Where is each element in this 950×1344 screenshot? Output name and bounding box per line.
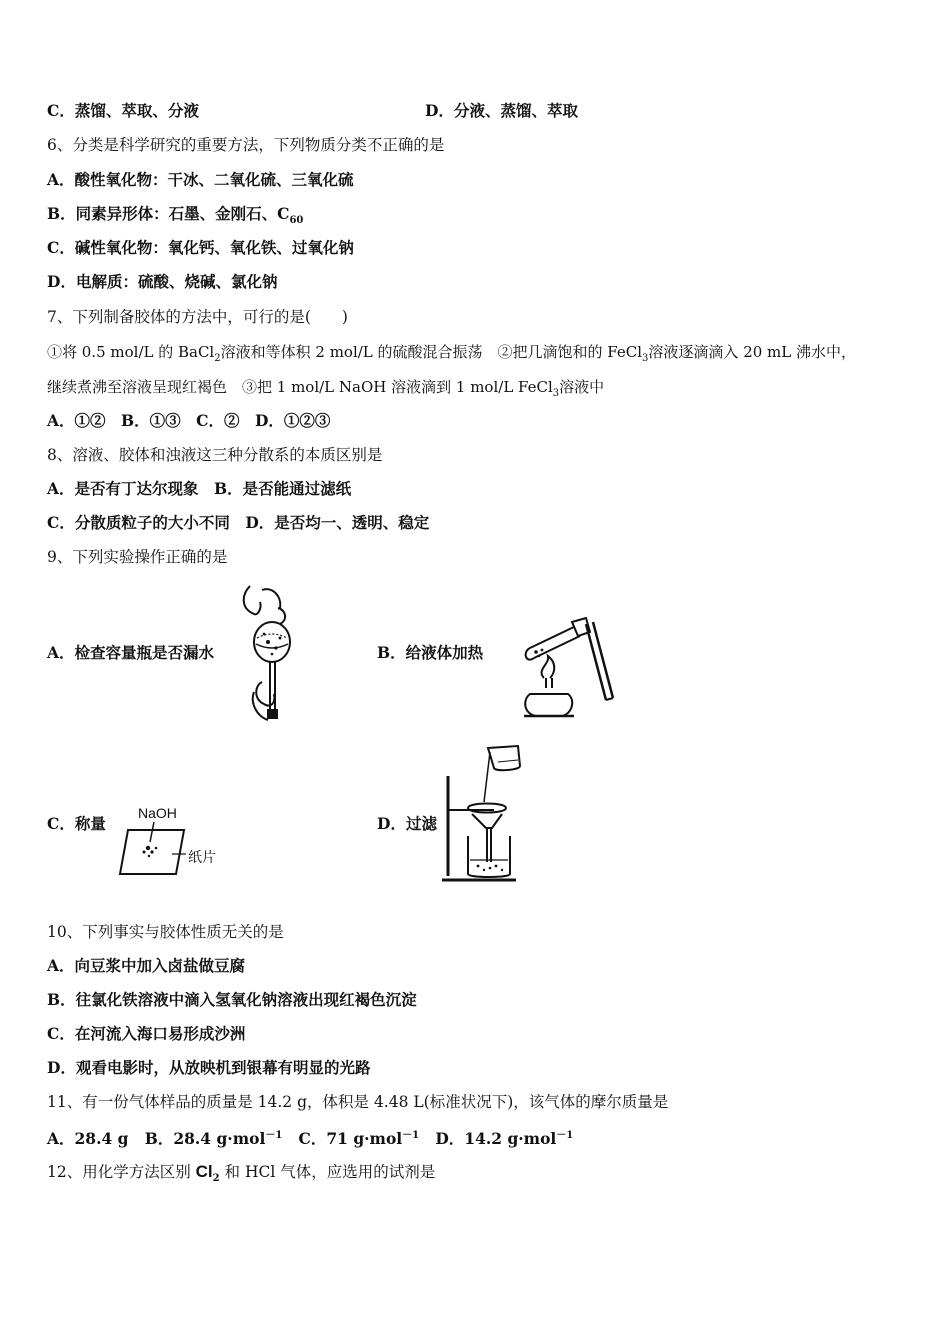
q9-option-b: B．给液体加热: [377, 643, 484, 662]
q7-line-2: [47, 376, 604, 405]
q11-options: [47, 1125, 573, 1150]
figure-filtration: [438, 744, 530, 886]
q7-line-2a: 继续煮沸至溶液呈现红褐色 ③把 1 mol/L NaOH 溶液滴到 1 mol/L FeCl: [47, 378, 553, 396]
q11-exp-b: －1: [265, 1130, 283, 1141]
q12-stem: [47, 1161, 435, 1190]
q6-option-d: D．电解质：硫酸、烧碱、氯化钠: [47, 272, 278, 291]
q11-option-a: A．28.4 g: [47, 1129, 129, 1149]
q11-option-b: B．28.4 g·mol: [144, 1129, 266, 1149]
q12-cl-sub: 2: [212, 1173, 220, 1185]
q7-line-1a: ①将 0.5 mol/L 的 BaCl: [47, 343, 215, 361]
flask-drawing: [232, 582, 302, 724]
q5-options-row: [47, 100, 578, 122]
q6-option-b-sub: 60: [289, 215, 304, 227]
q6-option-a: A．酸性氧化物：干冰、二氧化硫、三氧化硫: [47, 170, 354, 189]
q10-option-d: D．观看电影时，从放映机到银幕有明显的光路: [47, 1058, 371, 1077]
q7-line-1b: 溶液和等体积 2 mol/L 的硫酸混合振荡 ②把几滴饱和的 FeCl: [220, 343, 643, 361]
q12-stem-a: 12、用化学方法区别: [47, 1163, 196, 1181]
filtration-drawing: [438, 744, 530, 886]
q10-option-b: B．往氯化铁溶液中滴入氢氧化钠溶液出现红褐色沉淀: [47, 990, 417, 1009]
heating-drawing: [510, 618, 620, 720]
q5-option-d: D．分液、蒸馏、萃取: [425, 101, 578, 120]
q6-option-b-text: B．同素异形体：石墨、金刚石、C: [47, 204, 290, 223]
q11-stem: 11、有一份气体样品的质量是 14.2 g，体积是 4.48 L(标准状况下)，该气体的摩尔质量是: [47, 1093, 669, 1111]
figure-volumetric-flask: [232, 582, 302, 724]
q7-sub-1: 2: [214, 353, 221, 364]
q7-sub-3: 3: [552, 388, 560, 399]
q9-option-c: C．称量: [47, 814, 106, 833]
q11-exp-c: －1: [402, 1130, 420, 1141]
q9-option-d: D．过滤: [377, 814, 437, 833]
q5-option-c: C．蒸馏、萃取、分液: [47, 101, 199, 120]
q7-line-1: [47, 341, 856, 370]
q11-exp-d: －1: [556, 1130, 574, 1141]
q12-stem-b: 和 HCl 气体，应选用的试剂是: [219, 1163, 436, 1181]
q8-options-ab: A．是否有丁达尔现象 B．是否能通过滤纸: [47, 479, 352, 498]
weighing-drawing: [118, 804, 228, 882]
q9-stem: 9、下列实验操作正确的是: [47, 548, 228, 566]
figure-heating-liquid: [510, 618, 620, 720]
naoh-label: NaOH: [138, 805, 177, 821]
q6-option-c: C．碱性氧化物：氧化钙、氧化铁、过氧化钠: [47, 238, 354, 257]
q8-stem: 8、溶液、胶体和浊液这三种分散系的本质区别是: [47, 446, 383, 464]
q7-sub-2: 3: [642, 353, 649, 364]
q11-option-d: D．14.2 g·mol: [435, 1129, 557, 1149]
figure-weighing: [118, 804, 228, 882]
q10-option-a: A．向豆浆中加入卤盐做豆腐: [47, 956, 246, 975]
q8-options-cd: C．分散质粒子的大小不同 D．是否均一、透明、稳定: [47, 513, 430, 532]
q12-cl: Cl: [195, 1162, 213, 1181]
q7-line-1c: 溶液逐滴滴入 20 mL 沸水中，: [648, 343, 856, 361]
q6-stem: 6、分类是科学研究的重要方法，下列物质分类不正确的是: [47, 136, 445, 154]
paper-label: 纸片: [188, 851, 216, 866]
q10-option-c: C．在河流入海口易形成沙洲: [47, 1024, 246, 1043]
q10-stem: 10、下列事实与胶体性质无关的是: [47, 923, 284, 941]
q7-line-2b: 溶液中: [559, 378, 605, 396]
q9-option-a: A．检查容量瓶是否漏水: [47, 643, 215, 662]
q7-options: A．①② B．①③ C．② D．①②③: [47, 411, 331, 430]
q7-stem: 7、下列制备胶体的方法中，可行的是( ): [47, 308, 348, 326]
q6-option-b: [47, 203, 303, 232]
q11-option-c: C．71 g·mol: [298, 1129, 403, 1149]
